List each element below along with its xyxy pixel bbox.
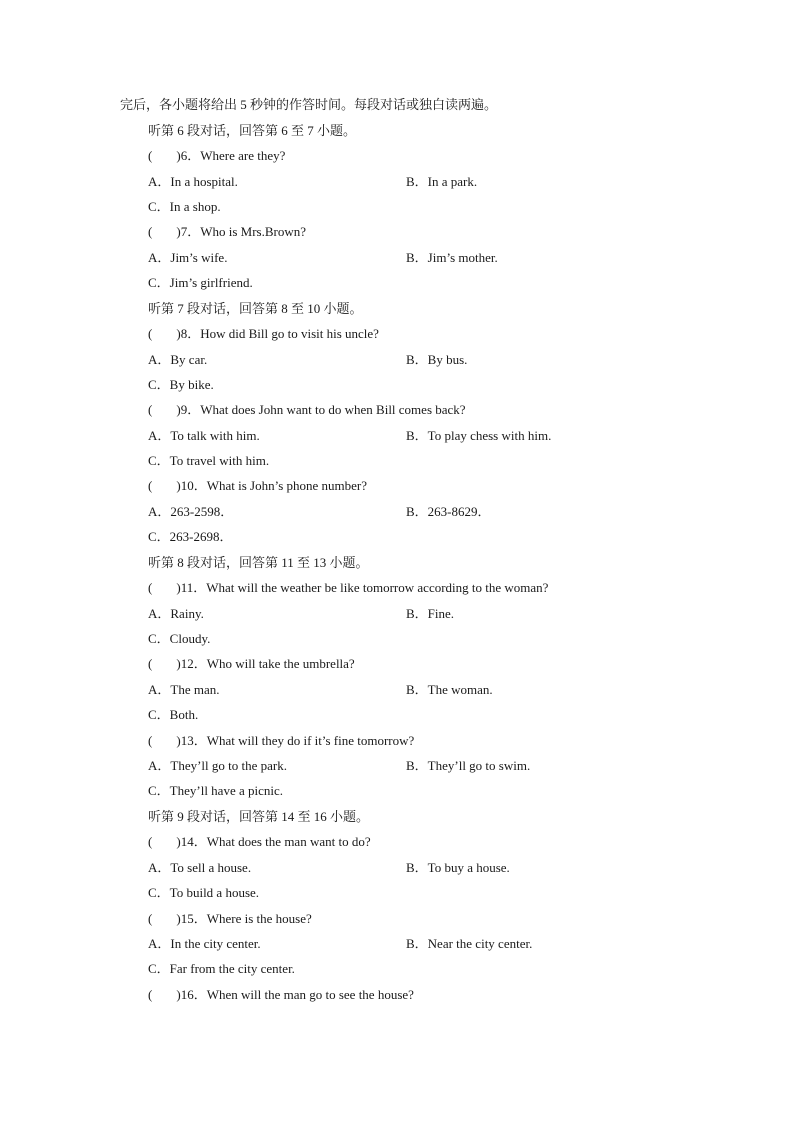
option-c: C．By bike. (148, 377, 214, 392)
question-number: 6． (180, 148, 201, 163)
option-a: A．Rainy. (148, 606, 204, 621)
option-c: C．Both. (148, 707, 199, 722)
question-text: What will they do if it’s fine tomorrow? (206, 733, 415, 748)
section-heading: 听第 6 段对话，回答第 6 至 7 小题。 (148, 123, 357, 138)
option-c: C．In a shop. (148, 199, 221, 214)
question-16: ( )16．When will the man go to see the house? (148, 987, 414, 1002)
option-a: A．In the city center. (148, 936, 261, 951)
option-a: A．263-2598． (148, 504, 234, 519)
option-c: C．To build a house. (148, 885, 260, 900)
question-text: Where is the house? (206, 911, 312, 926)
option-b: B．To buy a house. (406, 860, 510, 875)
question-number: 13． (180, 733, 207, 748)
question-13: ( )13．What will they do if it’s fine tomorrow? (148, 733, 415, 748)
question-text: Who is Mrs.Brown? (200, 224, 306, 239)
option-c: C．They’ll have a picnic. (148, 783, 284, 798)
question-number: 16． (180, 987, 207, 1002)
option-b: B．The woman. (406, 682, 493, 697)
question-number: 14． (180, 834, 207, 849)
question-14: ( )14．What does the man want to do? (148, 834, 371, 849)
option-b: B．Near the city center. (406, 936, 533, 951)
question-text: What is John’s phone number? (206, 478, 368, 493)
question-number: 8． (180, 326, 201, 341)
option-b: B．They’ll go to swim. (406, 758, 531, 773)
question-text: Where are they? (200, 148, 286, 163)
question-number: 11． (180, 580, 207, 595)
intro-text: 完后，各小题将给出 5 秒钟的作答时间。每段对话或独白读两遍。 (120, 97, 498, 112)
section-heading: 听第 7 段对话，回答第 8 至 10 小题。 (148, 301, 363, 316)
option-b: B．To play chess with him. (406, 428, 552, 443)
question-7: ( )7．Who is Mrs.Brown? (148, 224, 306, 239)
option-c: C．To travel with him. (148, 453, 270, 468)
question-number: 12． (180, 656, 207, 671)
option-c: C．Jim’s girlfriend. (148, 275, 253, 290)
option-a: A．They’ll go to the park. (148, 758, 287, 773)
section-heading: 听第 9 段对话，回答第 14 至 16 小题。 (148, 809, 370, 824)
question-number: 7． (180, 224, 201, 239)
option-a: A．By car. (148, 352, 208, 367)
question-12: ( )12．Who will take the umbrella? (148, 656, 355, 671)
option-c: C．263-2698． (148, 529, 233, 544)
question-text: What does John want to do when Bill comes back? (200, 402, 466, 417)
question-number: 15． (180, 911, 207, 926)
option-b: B．Jim’s mother. (406, 250, 498, 265)
question-text: How did Bill go to visit his uncle? (200, 326, 379, 341)
question-10: ( )10．What is John’s phone number? (148, 478, 368, 493)
option-b: B．In a park. (406, 174, 478, 189)
option-c: C．Far from the city center. (148, 961, 295, 976)
question-11: ( )11．What will the weather be like tomorrow according to the woman? (148, 580, 549, 595)
question-8: ( )8．How did Bill go to visit his uncle? (148, 326, 379, 341)
question-text: What will the weather be like tomorrow according to the woman? (206, 580, 549, 595)
option-b: B．By bus. (406, 352, 468, 367)
question-text: When will the man go to see the house? (206, 987, 414, 1002)
option-b: B．263-8629． (406, 504, 491, 519)
question-number: 10． (180, 478, 207, 493)
section-heading: 听第 8 段对话，回答第 11 至 13 小题。 (148, 555, 369, 570)
question-15: ( )15．Where is the house? (148, 911, 312, 926)
question-6: ( )6．Where are they? (148, 148, 286, 163)
option-b: B．Fine. (406, 606, 455, 621)
question-number: 9． (180, 402, 201, 417)
option-a: A．Jim’s wife. (148, 250, 228, 265)
option-a: A．To talk with him. (148, 428, 260, 443)
option-a: A．The man. (148, 682, 220, 697)
option-a: A．To sell a house. (148, 860, 252, 875)
question-text: What does the man want to do? (206, 834, 371, 849)
option-a: A．In a hospital. (148, 174, 238, 189)
question-text: Who will take the umbrella? (206, 656, 355, 671)
question-9: ( )9．What does John want to do when Bill comes back? (148, 402, 466, 417)
option-c: C．Cloudy. (148, 631, 211, 646)
